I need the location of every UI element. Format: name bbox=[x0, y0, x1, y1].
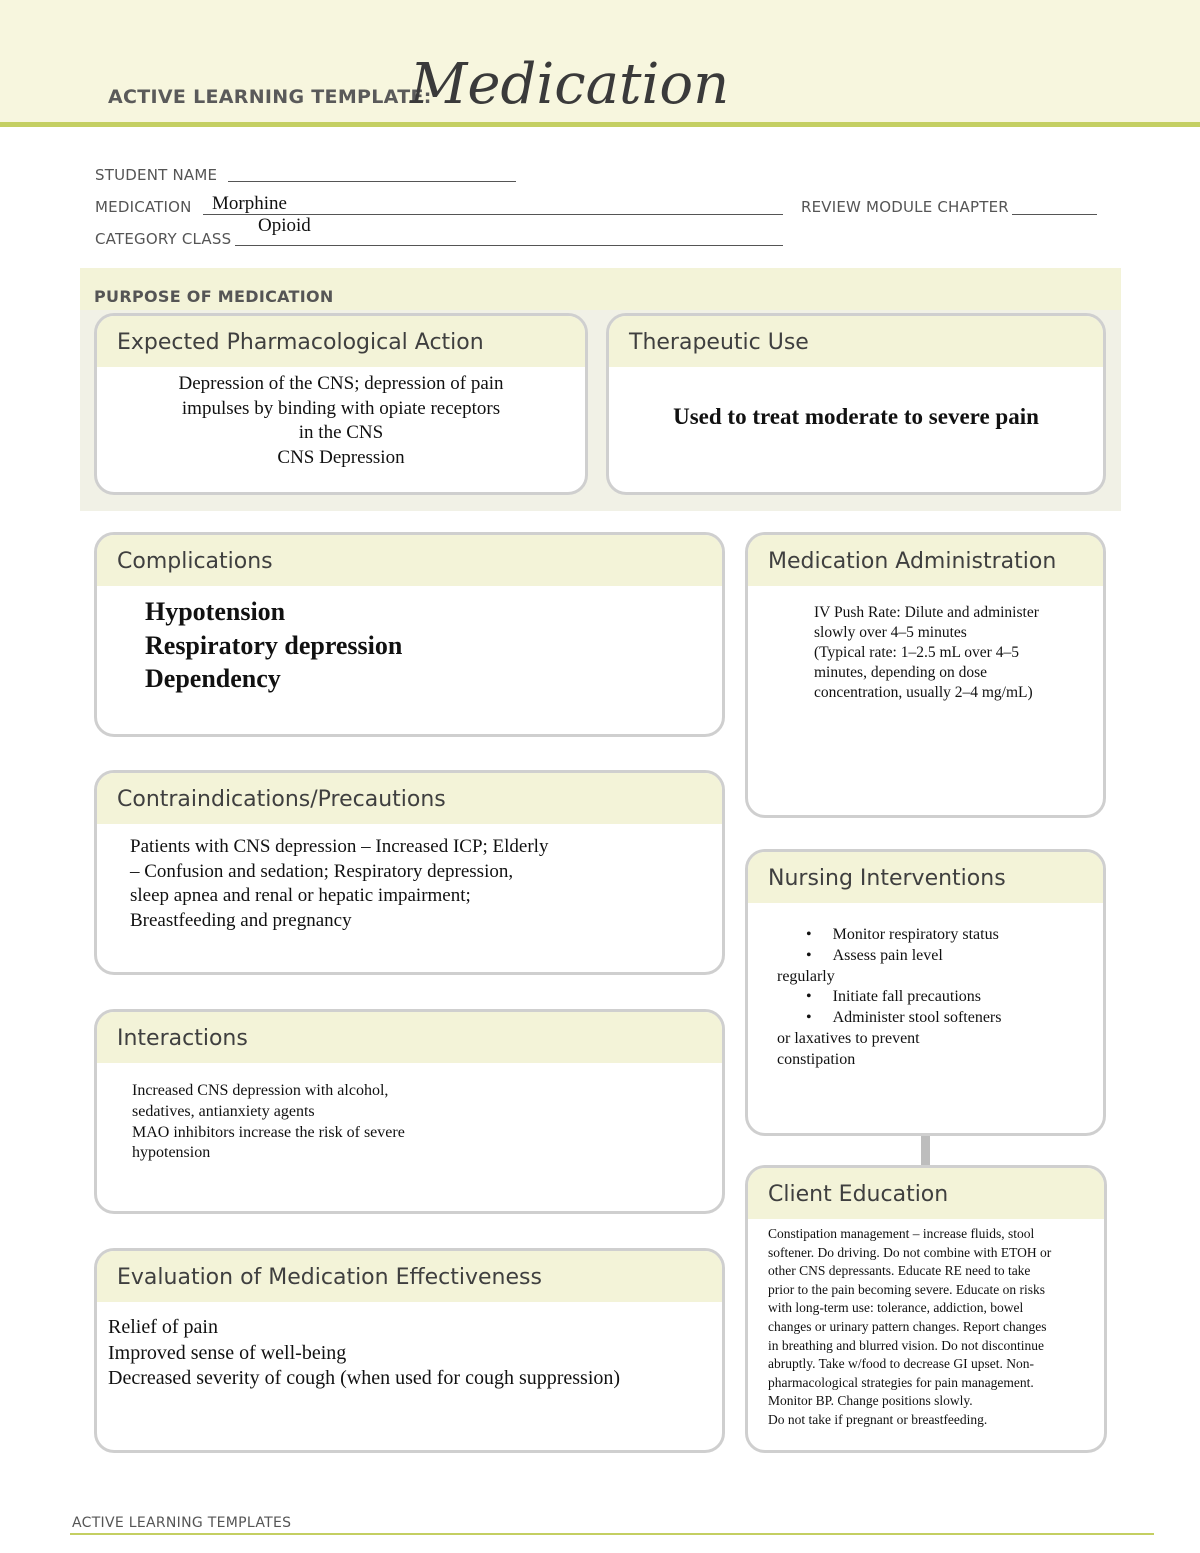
text-line: in breathing and blurred vision. Do not discontinue bbox=[768, 1337, 1044, 1353]
medication-label: MEDICATION bbox=[95, 198, 192, 216]
nursing-interventions-title: Nursing Interventions bbox=[768, 866, 1006, 891]
list-item: Hypotension bbox=[145, 597, 286, 626]
list-item: • Initiate fall precautions bbox=[806, 988, 981, 1006]
text-line: Depression of the CNS; depression of pain bbox=[178, 373, 504, 394]
text-line: Breastfeeding and pregnancy bbox=[130, 909, 352, 931]
student-name-label: STUDENT NAME bbox=[95, 166, 218, 184]
text-line: other CNS depressants. Educate RE need to take bbox=[768, 1263, 1031, 1279]
text-line: Constipation management – increase fluids, stool bbox=[768, 1226, 1035, 1241]
text-line: Do not take if pregnant or breastfeeding. bbox=[768, 1411, 988, 1427]
list-item: • Administer stool softeners bbox=[806, 1009, 1002, 1027]
text-line: IV Push Rate: Dilute and administer bbox=[814, 604, 1039, 621]
text-line: Increased CNS depression with alcohol, bbox=[132, 1082, 389, 1099]
text-line: Monitor BP. Change positions slowly. bbox=[768, 1393, 973, 1409]
bullet-icon: • bbox=[806, 926, 812, 943]
purpose-label: PURPOSE OF MEDICATION bbox=[94, 287, 334, 306]
list-item-continuation: or laxatives to prevent bbox=[777, 1029, 920, 1047]
therapeutic-use-card bbox=[606, 313, 1106, 495]
list-item: Respiratory depression bbox=[145, 630, 403, 660]
text-line: MAO inhibitors increase the risk of severe bbox=[132, 1123, 405, 1141]
text-line: changes or urinary pattern changes. Report changes bbox=[768, 1318, 1047, 1334]
text-line: slowly over 4–5 minutes bbox=[814, 624, 967, 641]
nursing-interventions-card bbox=[745, 849, 1106, 1136]
text-line: Relief of pain bbox=[108, 1316, 218, 1338]
text-line: Decreased severity of cough (when used for cough suppression) bbox=[108, 1367, 621, 1389]
contraindications-title: Contraindications/Precautions bbox=[117, 787, 446, 812]
client-education-card bbox=[745, 1165, 1107, 1453]
bullet-icon: • bbox=[806, 946, 812, 964]
text-line: softener. Do driving. Do not combine with ETOH or bbox=[768, 1244, 1052, 1260]
list-item: • Assess pain level bbox=[806, 946, 943, 964]
list-item-continuation: constipation bbox=[777, 1050, 856, 1068]
bullet-icon: • bbox=[806, 988, 812, 1006]
expected-action-text bbox=[97, 372, 585, 470]
therapeutic-use-title: Therapeutic Use bbox=[629, 330, 809, 355]
text-line: with long-term use: tolerance, addiction, bowel bbox=[768, 1300, 1024, 1316]
text-line: in the CNS bbox=[298, 422, 384, 443]
student-name-field[interactable] bbox=[228, 181, 516, 182]
text-line: impulses by binding with opiate receptors bbox=[181, 397, 501, 419]
footer-rule bbox=[70, 1533, 1154, 1535]
category-class-value: Opioid bbox=[258, 215, 311, 236]
category-class-field[interactable] bbox=[235, 245, 783, 246]
page-title: Medication bbox=[410, 52, 730, 117]
text-line: pharmacological strategies for pain management. bbox=[768, 1374, 1034, 1390]
text-line: prior to the pain becoming severe. Educate on risks bbox=[768, 1281, 1046, 1297]
expected-action-title: Expected Pharmacological Action bbox=[117, 330, 484, 355]
evaluation-card bbox=[94, 1248, 725, 1453]
list-item: Dependency bbox=[145, 664, 281, 693]
nursing-interventions-list bbox=[777, 925, 1001, 1071]
text-line: Improved sense of well-being bbox=[108, 1341, 347, 1364]
interactions-title: Interactions bbox=[117, 1026, 248, 1051]
text-line: sedatives, antianxiety agents bbox=[132, 1102, 315, 1120]
text-line: minutes, depending on dose bbox=[814, 664, 988, 681]
review-module-field[interactable] bbox=[1012, 214, 1097, 215]
complications-card bbox=[94, 532, 725, 737]
medication-value: Morphine bbox=[212, 193, 287, 214]
client-education-title: Client Education bbox=[768, 1182, 949, 1207]
text-line: sleep apnea and renal or hepatic impairment; bbox=[130, 885, 471, 906]
card-connector bbox=[921, 1136, 930, 1166]
complications-list bbox=[145, 595, 402, 696]
contraindications-text bbox=[130, 835, 548, 933]
therapeutic-use-text: Used to treat moderate to severe pain bbox=[673, 404, 1039, 429]
complications-title: Complications bbox=[117, 549, 273, 574]
administration-text bbox=[814, 603, 1039, 703]
client-education-text bbox=[768, 1225, 1051, 1430]
review-module-label: REVIEW MODULE CHAPTER bbox=[801, 198, 1009, 216]
administration-card bbox=[745, 532, 1106, 818]
evaluation-text bbox=[108, 1315, 620, 1392]
list-item-continuation: regularly bbox=[777, 967, 835, 985]
expected-action-card bbox=[94, 313, 588, 495]
category-class-label: CATEGORY CLASS bbox=[95, 230, 232, 248]
text-line: – Confusion and sedation; Respiratory depression, bbox=[130, 860, 514, 882]
bullet-icon: • bbox=[806, 1009, 812, 1027]
footer-label: ACTIVE LEARNING TEMPLATES bbox=[72, 1515, 292, 1531]
interactions-card bbox=[94, 1009, 725, 1214]
text-line: Patients with CNS depression – Increased ICP; Elderly bbox=[130, 836, 549, 857]
interactions-text bbox=[132, 1081, 405, 1164]
evaluation-title: Evaluation of Medication Effectiveness bbox=[117, 1265, 542, 1290]
header-rule bbox=[0, 122, 1200, 127]
contraindications-card bbox=[94, 770, 725, 975]
administration-title: Medication Administration bbox=[768, 549, 1057, 574]
text-line: (Typical rate: 1–2.5 mL over 4–5 bbox=[814, 644, 1019, 661]
text-line: CNS Depression bbox=[277, 446, 405, 468]
text-line: abruptly. Take w/food to decrease GI upset. Non- bbox=[768, 1356, 1034, 1372]
list-item: • Monitor respiratory status bbox=[806, 926, 999, 943]
text-line: hypotension bbox=[132, 1144, 211, 1162]
header-label: ACTIVE LEARNING TEMPLATE: bbox=[108, 86, 432, 108]
text-line: concentration, usually 2–4 mg/mL) bbox=[814, 684, 1033, 701]
